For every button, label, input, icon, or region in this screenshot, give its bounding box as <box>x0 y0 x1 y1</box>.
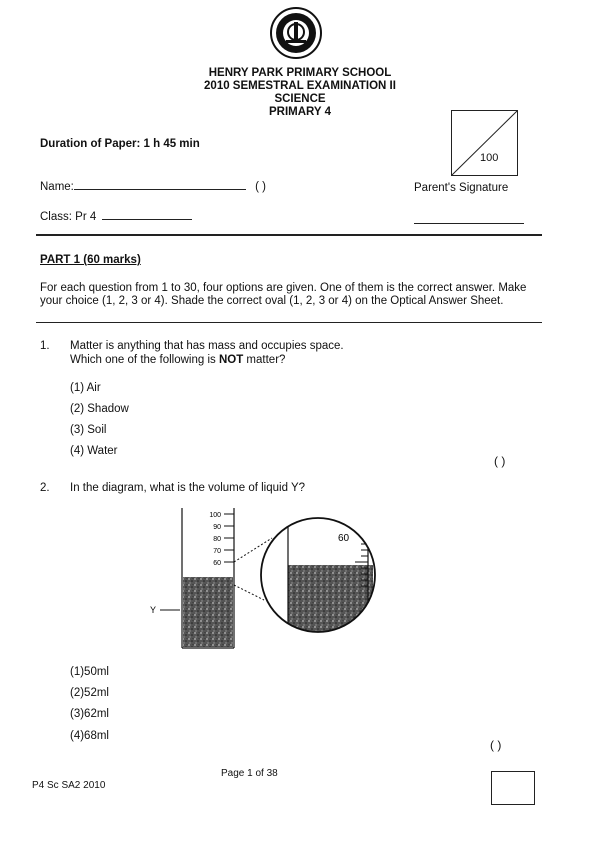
scale-label-90: 90 <box>213 524 221 531</box>
measuring-cylinder <box>150 508 234 648</box>
q1-option-4: (4) Water <box>70 445 118 457</box>
parent-signature-label: Parent's Signature <box>414 182 509 194</box>
question-2-number: 2. <box>40 482 50 494</box>
q1-option-1: (1) Air <box>70 382 101 394</box>
question-1-text-line2: Which one of the following is NOT matter? <box>70 354 286 366</box>
name-bracket: ( ) <box>255 181 266 193</box>
school-crest-logo <box>268 6 324 60</box>
q2-option-1: (1)50ml <box>70 666 109 678</box>
level: PRIMARY 4 <box>269 106 331 118</box>
instructions-rule <box>36 322 542 323</box>
q1-answer-bracket[interactable]: ( ) <box>494 454 506 468</box>
q2-answer-bracket[interactable]: ( ) <box>490 738 502 752</box>
name-label: Name: <box>40 181 74 193</box>
magnified-view <box>261 510 375 640</box>
score-total: 100 <box>480 152 499 164</box>
question-1-number: 1. <box>40 340 50 352</box>
name-field[interactable] <box>40 181 266 193</box>
cylinder-diagram <box>140 500 380 660</box>
duration: Duration of Paper: 1 h 45 min <box>40 138 200 150</box>
question-2-text: In the diagram, what is the volume of liquid Y? <box>70 482 306 494</box>
scale-label-80: 80 <box>213 536 221 543</box>
paper-code: P4 Sc SA2 2010 <box>32 780 106 791</box>
part1-title: PART 1 (60 marks) <box>40 254 141 266</box>
header-rule <box>36 234 542 236</box>
page-score-box[interactable] <box>491 771 535 805</box>
scale-label-100: 100 <box>209 512 221 519</box>
score-box-diagonal <box>452 111 517 175</box>
subject: SCIENCE <box>274 93 326 105</box>
question-1-text-line1: Matter is anything that has mass and occupies space. <box>70 340 344 352</box>
q2-option-4: (4)68ml <box>70 730 109 742</box>
name-line[interactable] <box>74 189 246 190</box>
score-box <box>451 110 518 176</box>
scale-label-60: 60 <box>213 560 221 567</box>
q1-option-2: (2) Shadow <box>70 403 129 415</box>
q1-option-3: (3) Soil <box>70 424 107 436</box>
class-line[interactable] <box>102 219 192 220</box>
zoom-guide-bottom <box>234 585 264 600</box>
school-name: HENRY PARK PRIMARY SCHOOL <box>208 67 392 79</box>
class-label: Class: Pr 4 <box>40 211 97 223</box>
parent-signature-line[interactable] <box>414 223 524 224</box>
exam-title: 2010 SEMESTRAL EXAMINATION II <box>204 80 396 92</box>
q2-option-2: (2)52ml <box>70 687 109 699</box>
zoom-scale-label: 60 <box>338 533 350 544</box>
page-number: Page 1 of 38 <box>221 768 278 779</box>
liquid-label: Y <box>150 605 157 615</box>
scale-label-70: 70 <box>213 548 221 555</box>
liquid-y <box>183 577 233 647</box>
part1-instructions: For each question from 1 to 30, four options are given. One of them is the correct answer. Make your choice (1, 2, 3 or 4). Shade the correct oval (1, 2, 3 or 4) on the Optical Answer Sheet. <box>40 282 527 307</box>
class-field[interactable] <box>40 211 192 223</box>
q2-option-3: (3)62ml <box>70 708 109 720</box>
